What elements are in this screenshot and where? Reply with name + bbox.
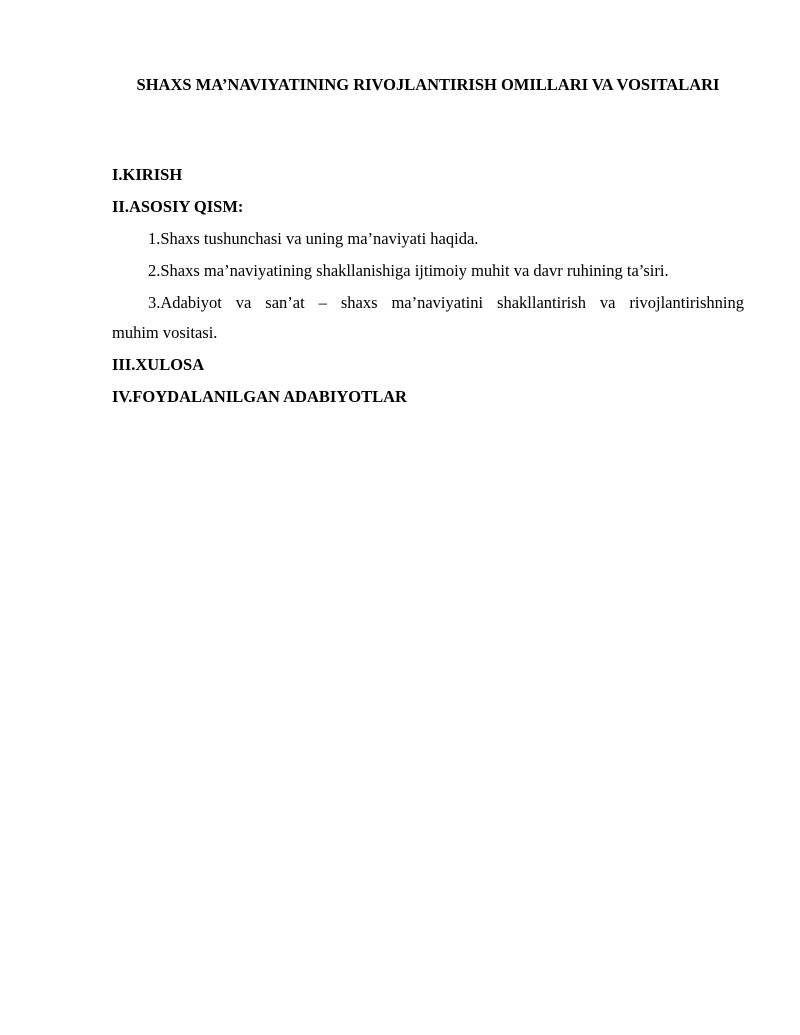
list-item-1: 1.Shaxs tushunchasi va uning ma’naviyati haqida. — [148, 229, 479, 248]
section-references: IV.FOYDALANILGAN ADABIYOTLAR — [112, 387, 407, 406]
section-conclusion: III.XULOSA — [112, 355, 205, 374]
document-title: SHAXS MA’NAVIYATINING RIVOJLANTIRISH OMILLARI VA VOSITALARI — [136, 75, 720, 94]
list-item-3: 3.Adabiyot va san’at – shaxs ma’naviyatini shakllantirish va rivojlantirishning — [148, 293, 744, 312]
list-item-2: 2.Shaxs ma’naviyatining shakllanishiga ijtimoiy muhit va davr ruhining ta’siri. — [148, 261, 669, 280]
list-item-3-continuation: muhim vositasi. — [112, 323, 218, 342]
section-main: II.ASOSIY QISM: — [112, 197, 244, 216]
section-intro: I.KIRISH — [112, 165, 183, 184]
